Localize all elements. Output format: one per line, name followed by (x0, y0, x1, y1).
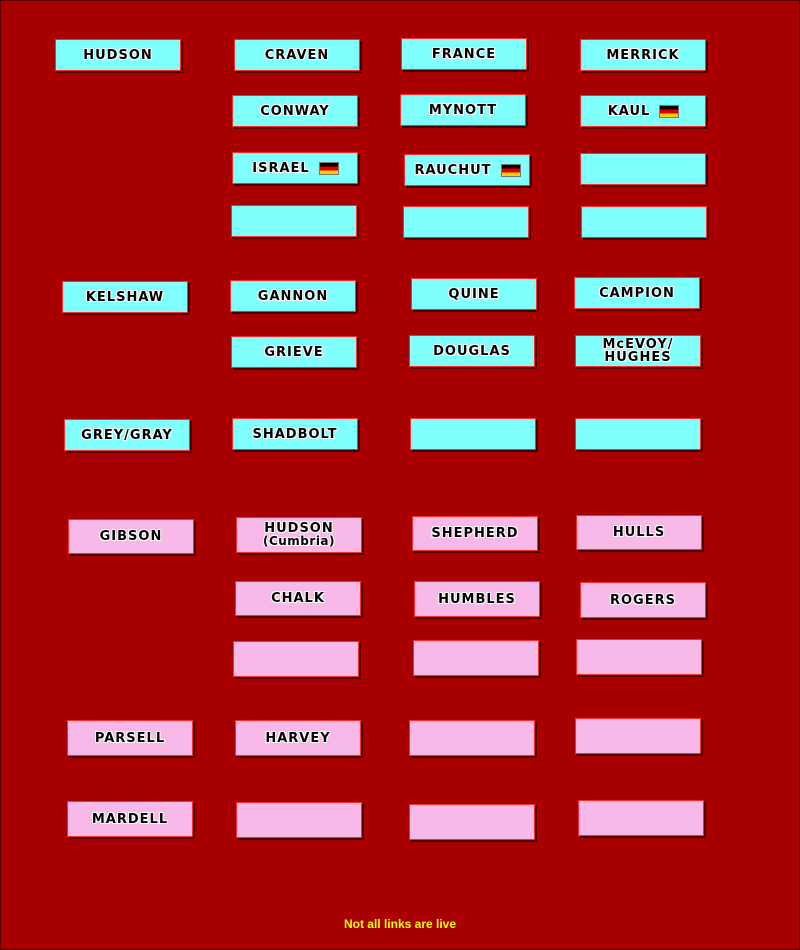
rauchut-button[interactable] (404, 154, 530, 186)
footer-note: Not all links are live (343, 917, 457, 931)
france-button[interactable] (401, 38, 527, 70)
humbles-label: HUMBLES (438, 591, 516, 607)
grey-gray-button[interactable] (64, 419, 190, 451)
mynott-button[interactable] (400, 94, 526, 126)
hudson-cumbria-line-1: HUDSON (264, 521, 334, 536)
campion-button[interactable] (574, 277, 700, 309)
empty-button[interactable] (409, 804, 535, 840)
mardell-button[interactable] (67, 801, 193, 837)
harvey-label: HARVEY (265, 730, 331, 746)
empty-button[interactable] (581, 206, 707, 238)
grieve-label: GRIEVE (264, 344, 324, 360)
gibson-label: GIBSON (99, 529, 163, 544)
german-flag-icon (502, 165, 520, 176)
mcevoy-label-line-2: HUGHES (604, 350, 672, 365)
parsell-label: PARSELL (94, 730, 166, 746)
humbles-button[interactable] (414, 581, 540, 617)
empty-button[interactable] (576, 639, 702, 675)
gannon-label: GANNON (257, 288, 329, 304)
shepherd-label: SHEPHERD (431, 526, 519, 541)
douglas-button[interactable] (409, 335, 535, 367)
campion-label: CAMPION (599, 285, 675, 301)
kelshaw-label: KELSHAW (85, 289, 165, 305)
hudson-cumbria-button[interactable] (236, 517, 362, 553)
merrick-label: MERRICK (606, 47, 680, 63)
hudson-label: HUDSON (83, 47, 153, 63)
empty-button[interactable] (413, 640, 539, 676)
hulls-label: HULLS (612, 525, 666, 540)
empty-button[interactable] (580, 153, 706, 185)
hudson-button[interactable] (55, 39, 181, 71)
hulls-button[interactable] (576, 515, 702, 550)
mardell-label: MARDELL (91, 811, 169, 827)
gannon-button[interactable] (230, 280, 356, 312)
conway-button[interactable] (232, 95, 358, 127)
rauchut-label: RAUCHUT (414, 162, 492, 178)
empty-button[interactable] (575, 418, 701, 450)
israel-label: ISRAEL (252, 160, 310, 176)
chalk-label: CHALK (271, 591, 325, 606)
empty-button[interactable] (575, 718, 701, 754)
shadbolt-label: SHADBOLT (252, 426, 338, 442)
parsell-button[interactable] (67, 720, 193, 756)
israel-button[interactable] (232, 152, 358, 184)
quine-button[interactable] (411, 278, 537, 310)
mcevoy-label-line-1: McEVOY/ (602, 337, 674, 352)
empty-button[interactable] (403, 206, 529, 238)
kaul-label: KAUL (607, 103, 651, 119)
gibson-button[interactable] (68, 519, 194, 554)
grieve-button[interactable] (231, 336, 357, 368)
rogers-button[interactable] (580, 582, 706, 618)
craven-label: CRAVEN (264, 47, 330, 63)
rogers-label: ROGERS (610, 592, 676, 608)
merrick-button[interactable] (580, 39, 706, 71)
german-flag-icon (320, 163, 338, 174)
shepherd-button[interactable] (412, 516, 538, 551)
shadbolt-button[interactable] (232, 418, 358, 450)
empty-button[interactable] (236, 802, 362, 838)
empty-button[interactable] (233, 641, 359, 677)
mcevoy-hughes-button[interactable] (575, 335, 701, 367)
mynott-label: MYNOTT (428, 102, 498, 118)
empty-button[interactable] (231, 205, 357, 237)
conway-label: CONWAY (260, 103, 330, 119)
hudson-cumbria-label (263, 522, 335, 548)
german-flag-icon (660, 106, 678, 117)
craven-button[interactable] (234, 39, 360, 71)
empty-button[interactable] (578, 800, 704, 836)
mcevoy-hughes-label (602, 338, 673, 364)
quine-label: QUINE (448, 286, 500, 302)
chalk-button[interactable] (235, 581, 361, 616)
france-label: FRANCE (431, 46, 497, 62)
hudson-cumbria-line-2: (Cumbria) (262, 534, 336, 548)
empty-button[interactable] (409, 720, 535, 756)
empty-button[interactable] (410, 418, 536, 450)
harvey-button[interactable] (235, 720, 361, 756)
douglas-label: DOUGLAS (433, 343, 511, 359)
kaul-button[interactable] (580, 95, 706, 127)
grey-gray-label: GREY/GRAY (81, 427, 173, 443)
kelshaw-button[interactable] (62, 281, 188, 313)
